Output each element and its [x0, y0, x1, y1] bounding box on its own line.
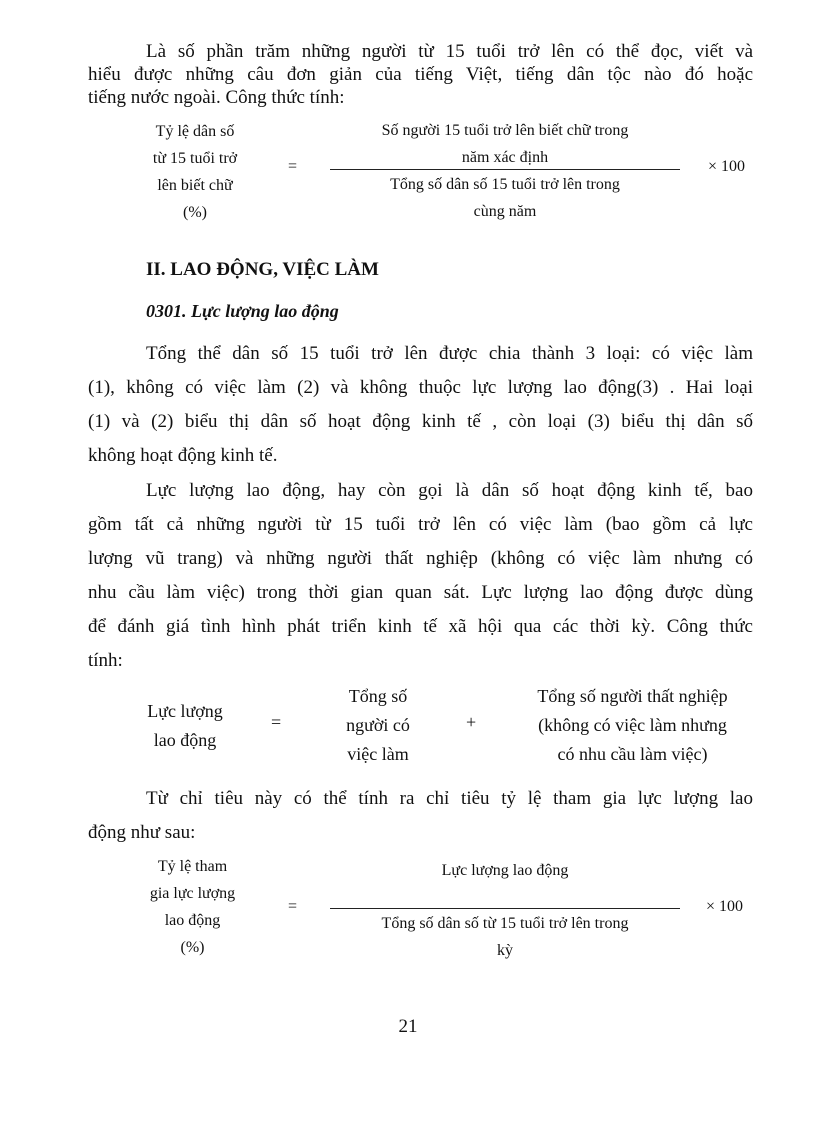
paragraph-labor-force-definition — [88, 474, 753, 678]
formula1-equals: = — [288, 158, 298, 175]
paragraph-participation-rate — [88, 782, 753, 850]
paragraph-line: Lực lượng lao động, hay còn gọi là dân số hoạt động kinh tế, bao — [146, 480, 753, 501]
formula1-lhs-line: từ 15 tuổi trở — [152, 150, 238, 167]
formula2-term2-line: (không có việc làm nhưng — [538, 715, 727, 735]
formula3-denominator-line: kỳ — [497, 942, 513, 959]
paragraph-line: Từ chỉ tiêu này có thể tính ra chỉ tiêu tỷ lệ tham gia lực lượng lao — [146, 788, 753, 809]
formula3-multiplier: × 100 — [706, 898, 744, 915]
section-heading: II. LAO ĐỘNG, VIỆC LÀM — [146, 259, 379, 280]
paragraph-labor-categories — [88, 337, 753, 473]
formula2-term-employed — [318, 682, 438, 769]
formula2-equals: = — [271, 712, 282, 732]
formula1-lhs-line: (%) — [183, 204, 207, 221]
formula3-denominator-line: Tổng số dân số từ 15 tuổi trở lên trong — [381, 915, 629, 932]
paragraph-line: Tổng thể dân số 15 tuổi trở lên được chia thành 3 loại: có việc làm — [146, 343, 753, 364]
formula1-lhs-line: lên biết chữ — [157, 177, 233, 194]
formula3-denominator — [320, 910, 690, 964]
formula2-lhs-line: Lực lượng — [147, 701, 223, 721]
paragraph-line: gồm tất cả những người từ 15 tuổi trở lên có việc làm (bao gồm cả lực — [88, 514, 753, 535]
page-number: 21 — [398, 1016, 418, 1037]
formula3-lhs-line: Tỷ lệ tham — [157, 858, 228, 875]
intro-line-2: hiểu được những câu đơn giản của tiếng Việt, tiếng dân tộc nào đó hoặc — [88, 64, 753, 85]
paragraph-line: nhu cầu làm việc) trong thời gian quan sát. Lực lượng lao động được dùng — [88, 582, 753, 603]
formula1-denominator — [320, 171, 690, 225]
formula1-multiplier: × 100 — [708, 158, 746, 175]
formula1-numerator-line: năm xác định — [461, 149, 549, 166]
intro-paragraph — [88, 40, 753, 109]
paragraph-line: tính: — [88, 650, 123, 671]
intro-line-1: Là số phần trăm những người từ 15 tuổi trở lên có thể đọc, viết và — [146, 41, 753, 62]
section-subheading: 0301. Lực lượng lao động — [146, 301, 339, 321]
formula3-lhs-line: (%) — [180, 939, 205, 956]
formula2-term-unemployed — [505, 682, 760, 769]
formula1-numerator — [320, 117, 690, 171]
paragraph-line: để đánh giá tình hình phát triển kinh tế xã hội qua các thời kỳ. Công thức — [88, 616, 753, 637]
formula2-term1-line: việc làm — [347, 744, 409, 764]
formula1-fraction-bar — [330, 169, 680, 170]
formula1-lhs-line: Tỷ lệ dân số — [155, 123, 235, 140]
paragraph-line: lượng vũ trang) và những người thất nghiệp (không có việc làm nhưng có — [88, 548, 753, 569]
paragraph-line: (1) và (2) biểu thị dân số hoạt động kinh tế , còn loại (3) biểu thị dân số — [88, 411, 753, 432]
formula3-lhs-line: lao động — [164, 912, 221, 929]
formula2-term1-line: người có — [346, 715, 410, 735]
formula3-numerator-line: Lực lượng lao động — [441, 862, 569, 879]
intro-line-3: tiếng nước ngoài. Công thức tính: — [88, 87, 345, 108]
formula1-denominator-line: Tổng số dân số 15 tuổi trở lên trong — [390, 176, 620, 193]
formula2-term2-line: Tổng số người thất nghiệp — [537, 686, 728, 706]
paragraph-line: (1), không có việc làm (2) và không thuộc lực lượng lao động(3) . Hai loại — [88, 377, 753, 398]
paragraph-line: động như sau: — [88, 822, 196, 843]
paragraph-line: không hoạt động kinh tế. — [88, 445, 278, 466]
formula1-denominator-line: cùng năm — [473, 203, 537, 220]
formula2-term1-line: Tổng số — [348, 686, 408, 706]
formula3-equals: = — [288, 898, 298, 915]
formula3-numerator — [320, 857, 690, 884]
formula2-plus: + — [466, 712, 477, 732]
formula2-term2-line: có nhu cầu làm việc) — [557, 744, 708, 764]
formula3-fraction-bar — [330, 908, 680, 909]
formula3-lhs — [125, 853, 260, 961]
formula2-lhs-line: lao động — [153, 730, 217, 750]
formula2-lhs — [125, 697, 245, 755]
formula1-lhs — [130, 118, 260, 226]
formula1-numerator-line: Số người 15 tuổi trở lên biết chữ trong — [381, 122, 629, 139]
formula3-lhs-line: gia lực lượng — [149, 885, 236, 902]
